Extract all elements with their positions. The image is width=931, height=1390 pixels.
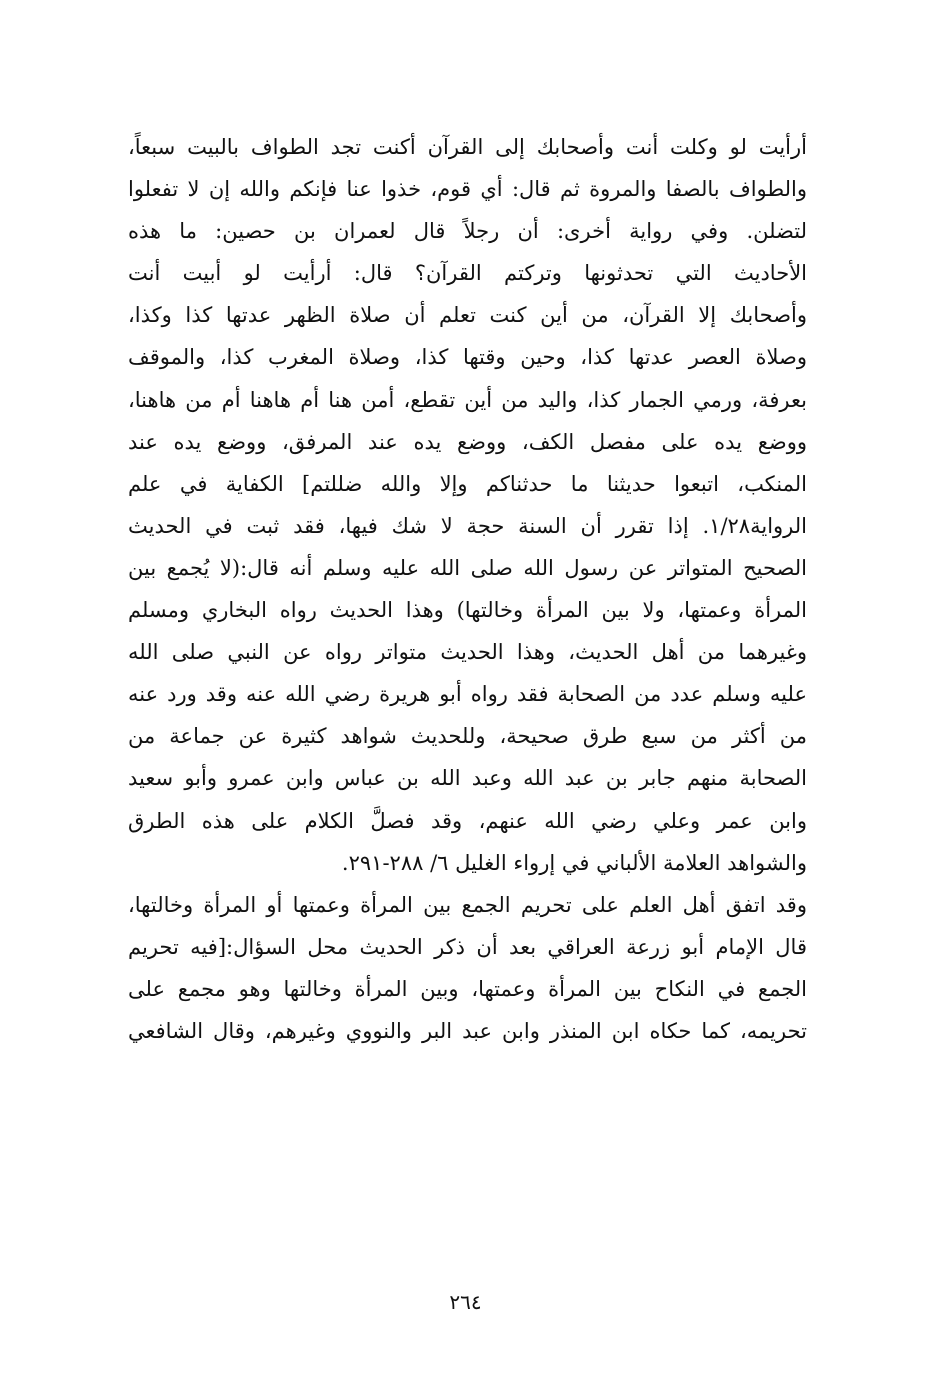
- text-line-paragraph-end: والشواهد العلامة الألباني في إرواء الغليل ٦/ ٢٨٨-٢٩١.: [341, 850, 807, 875]
- body-text: [128, 126, 807, 1052]
- text-line: المرأة وعمتها، ولا بين المرأة وخالتها) وهذا الحديث رواه البخاري ومسلم: [128, 598, 807, 623]
- text-line: من أكثر من سبع طرق صحيحة، وللحديث شواهد كثيرة عن جماعة من: [128, 724, 807, 749]
- text-line: الأحاديث التي تحدثونها وتركتم القرآن؟ قال: أرأيت لو أبيت أنت: [128, 261, 807, 286]
- text-line: بعرفة، ورمي الجمار كذا، واليد من أين تقطع، أمن هنا أم هاهنا أم من هاهنا،: [128, 387, 807, 412]
- text-line: الصحابة منهم جابر بن عبد الله وعبد الله بن عباس وابن عمرو وأبو سعيد: [128, 766, 807, 791]
- text-line: وغيرهما من أهل الحديث، وهذا الحديث متواتر رواه عن النبي صلى الله: [128, 640, 807, 665]
- text-line: وقد اتفق أهل العلم على تحريم الجمع بين المرأة وعمتها أو المرأة وخالتها،: [128, 892, 807, 917]
- text-line: لتضلن. وفي رواية أخرى: أن رجلاً قال لعمران بن حصين: ما هذه: [128, 219, 807, 244]
- page-number: ٢٦٤: [449, 1290, 482, 1314]
- text-line: وصلاة العصر عدتها كذا، وحين وقتها كذا، وصلاة المغرب كذا، والموقف: [128, 345, 807, 370]
- text-line: عليه وسلم عدد من الصحابة فقد رواه أبو هريرة رضي الله عنه وقد ورد عنه: [128, 682, 807, 707]
- text-line: وابن عمر وعلي رضي الله عنهم، وقد فصلَّ الكلام على هذه الطرق: [128, 808, 807, 833]
- text-line: الرواية١/٢٨. إذا تقرر أن السنة حجة لا شك فيها، فقد ثبت في الحديث: [128, 513, 807, 538]
- text-line: ووضع يده على مفصل الكف، ووضع يده عند المرفق، ووضع يده عند: [128, 429, 807, 454]
- text-line: أرأيت لو وكلت أنت وأصحابك إلى القرآن أكنت تجد الطواف بالبيت سبعاً،: [128, 135, 807, 159]
- text-line: المنكب، اتبعوا حديثنا ما حدثناكم وإلا والله ضللتم] الكفاية في علم: [128, 471, 807, 496]
- text-line: قال الإمام أبو زرعة العراقي بعد أن ذكر الحديث محل السؤال:[فيه تحريم: [128, 934, 807, 959]
- text-line: وأصحابك إلا القرآن، من أين كنت تعلم أن صلاة الظهر عدتها كذا وكذا،: [128, 303, 807, 328]
- text-line: والطواف بالصفا والمروة ثم قال: أي قوم، خذوا عنا فإنكم والله إن لا تفعلوا: [128, 177, 807, 202]
- text-line: تحريمه، كما حكاه ابن المنذر وابن عبد البر والنووي وغيرهم، وقال الشافعي: [128, 1018, 807, 1043]
- text-line: الصحيح المتواتر عن رسول الله صلى الله عليه وسلم أنه قال:(لا يُجمع بين: [128, 555, 807, 580]
- text-line: الجمع في النكاح بين المرأة وعمتها، وبين المرأة وخالتها وهو مجمع على: [128, 976, 807, 1001]
